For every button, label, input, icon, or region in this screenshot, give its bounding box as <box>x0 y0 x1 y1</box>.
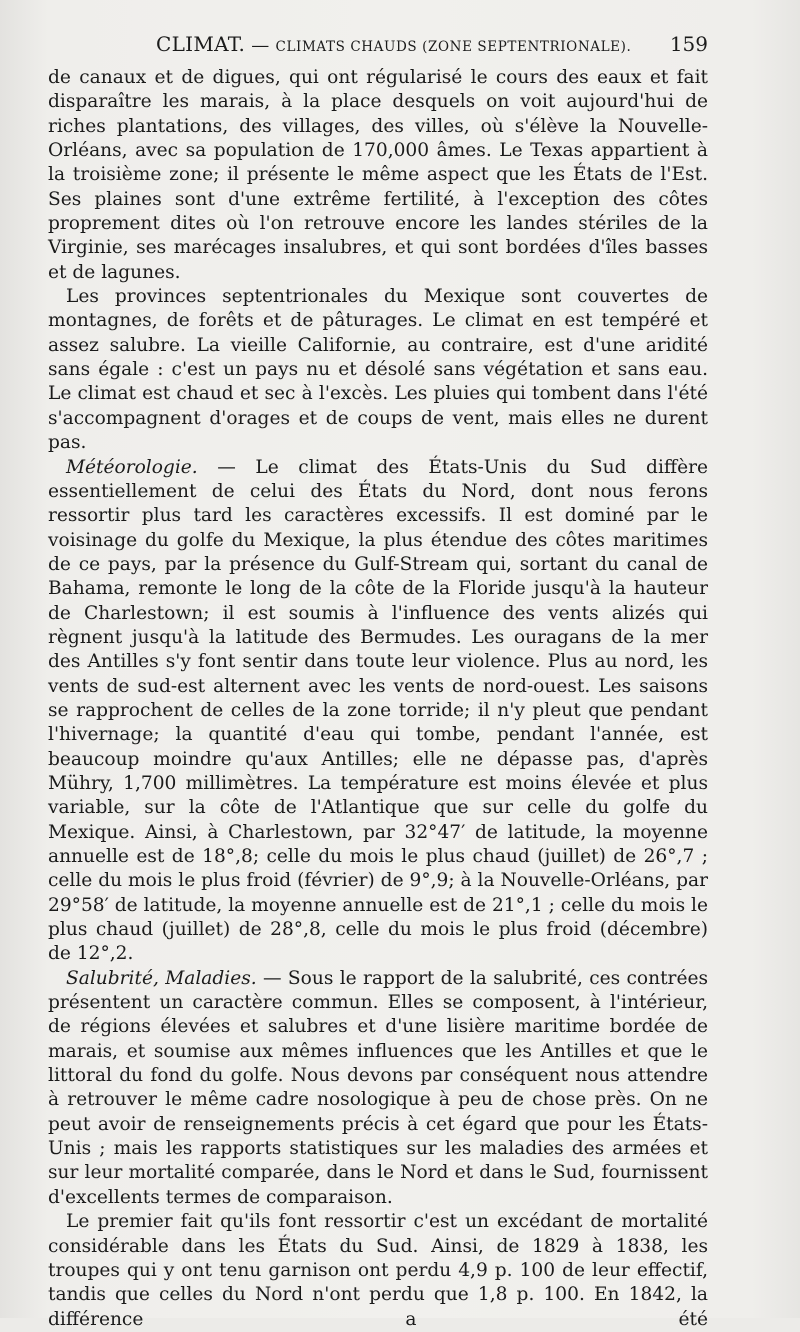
paragraph-salubrite <box>48 967 708 1210</box>
paragraph-meteorologie-lead: Météorologie. <box>66 456 198 478</box>
paragraph-1-text: de canaux et de digues, qui ont régularisé le cours des eaux et fait disparaître les marais, à la place desquels on voit aujourd'hui de riches plantations, des villages, des villes, où s'élève la Nouvelle-Orléans, avec sa population de 170,000 âmes. Le Texas appartient à la troisième zone; il présente le même aspect que les États de l'Est. Ses plaines sont d'une extrême fertilité, à l'exception des côtes proprement dites où l'on retrouve encore les landes stériles de la Virginie, ses marécages insalubres, et qui sont bordées d'îles basses et de lagunes. <box>48 67 708 283</box>
header-dash: — <box>251 35 270 56</box>
header-title-main: CLIMAT. <box>156 32 246 56</box>
paragraph-salubrite-text: — Sous le rapport de la salubrité, ces contrées présentent un caractère commun. Elles se composent, à l'intérieur, de régions élevées et salubres et d'une lisière maritime bordée de marais, et soumise aux mêmes influences que les Antilles et que le littoral du fond du golfe. Nous devons par conséquent nous attendre à retrouver le même cadre nosologique à peu de chose près. On ne peut avoir de renseignements précis à cet égard que pour les États-Unis ; mais les rapports statistiques sur les maladies des armées et sur leur mortalité comparée, dans le Nord et dans le Sud, fournissent d'excellents termes de comparaison. <box>48 967 708 1208</box>
paragraph-meteorologie-text: — Le climat des États-Unis du Sud diffère essentiellement de celui des États du Nord, dont nous ferons ressortir plus tard les caractères excessifs. Il est dominé par le voisinage du golfe du Mexique, la plus étendue des côtes maritimes de ce pays, par la présence du Gulf-Stream qui, sortant du canal de Bahama, remonte le long de la côte de la Floride jusqu'à la hauteur de Charlestown; il est soumis à l'influence des vents alizés qui règnent jusqu'à la latitude des Bermudes. Les ouragans de la mer des Antilles s'y font sentir dans toute leur violence. Plus au nord, les vents de sud-est alternent avec les vents de nord-ouest. Les saisons se rapprochent de celles de la zone torride; il n'y pleut que pendant l'hivernage; la quantité d'eau qui tombe, pendant l'année, est beaucoup moindre qu'aux Antilles; elle ne dépasse pas, d'après Mühry, 1,700 millimètres. La température est moins élevée et plus variable, sur la côte de l'Atlantique que sur celle du golfe du Mexique. Ainsi, à Charlestown, par 32°47′ de latitude, la moyenne annuelle est de 18°,8; celle du mois le plus chaud (juillet) de 26°,7 ; celle du mois le plus froid (février) de 9°,9; à la Nouvelle-Orléans, par 29°58′ de latitude, la moyenne annuelle est de 21°,1 ; celle du mois le plus chaud (juillet) de 28°,8, celle du mois le plus froid (décembre) de 12°,2. <box>48 456 708 965</box>
header-title <box>156 32 631 56</box>
body-text <box>48 66 708 1332</box>
paragraph-5-text: Le premier fait qu'ils font ressortir c'est un excédant de mortalité considérable dans les États du Sud. Ainsi, de 1829 à 1838, les troupes qui y ont tenu garnison ont perdu 4,9 p. 100 de leur effectif, tandis que celles du Nord n'ont perdu que 1,8 p. 100. En 1842, la différence a été <box>48 1211 708 1330</box>
paragraph-5 <box>48 1210 708 1332</box>
header-title-sub: CLIMATS CHAUDS (ZONE SEPTENTRIONALE). <box>275 39 632 55</box>
paragraph-salubrite-lead: Salubrité, Maladies. <box>66 967 257 989</box>
paragraph-1 <box>48 66 708 285</box>
paragraph-2-text: Les provinces septentrionales du Mexique sont couvertes de montagnes, de forêts et de pâturages. Le climat en est tempéré et assez salubre. La vieille Californie, au contraire, est d'une aridité sans égale : c'est un pays nu et désolé sans végétation et sans eau. Le climat est chaud et sec à l'excès. Les pluies qui tombent dans l'été s'accompagnent d'orages et de coups de vent, mais elles ne durent pas. <box>48 286 708 454</box>
running-header <box>48 32 708 60</box>
paragraph-2 <box>48 285 708 455</box>
page-number: 159 <box>669 32 708 56</box>
paragraph-meteorologie <box>48 456 708 967</box>
